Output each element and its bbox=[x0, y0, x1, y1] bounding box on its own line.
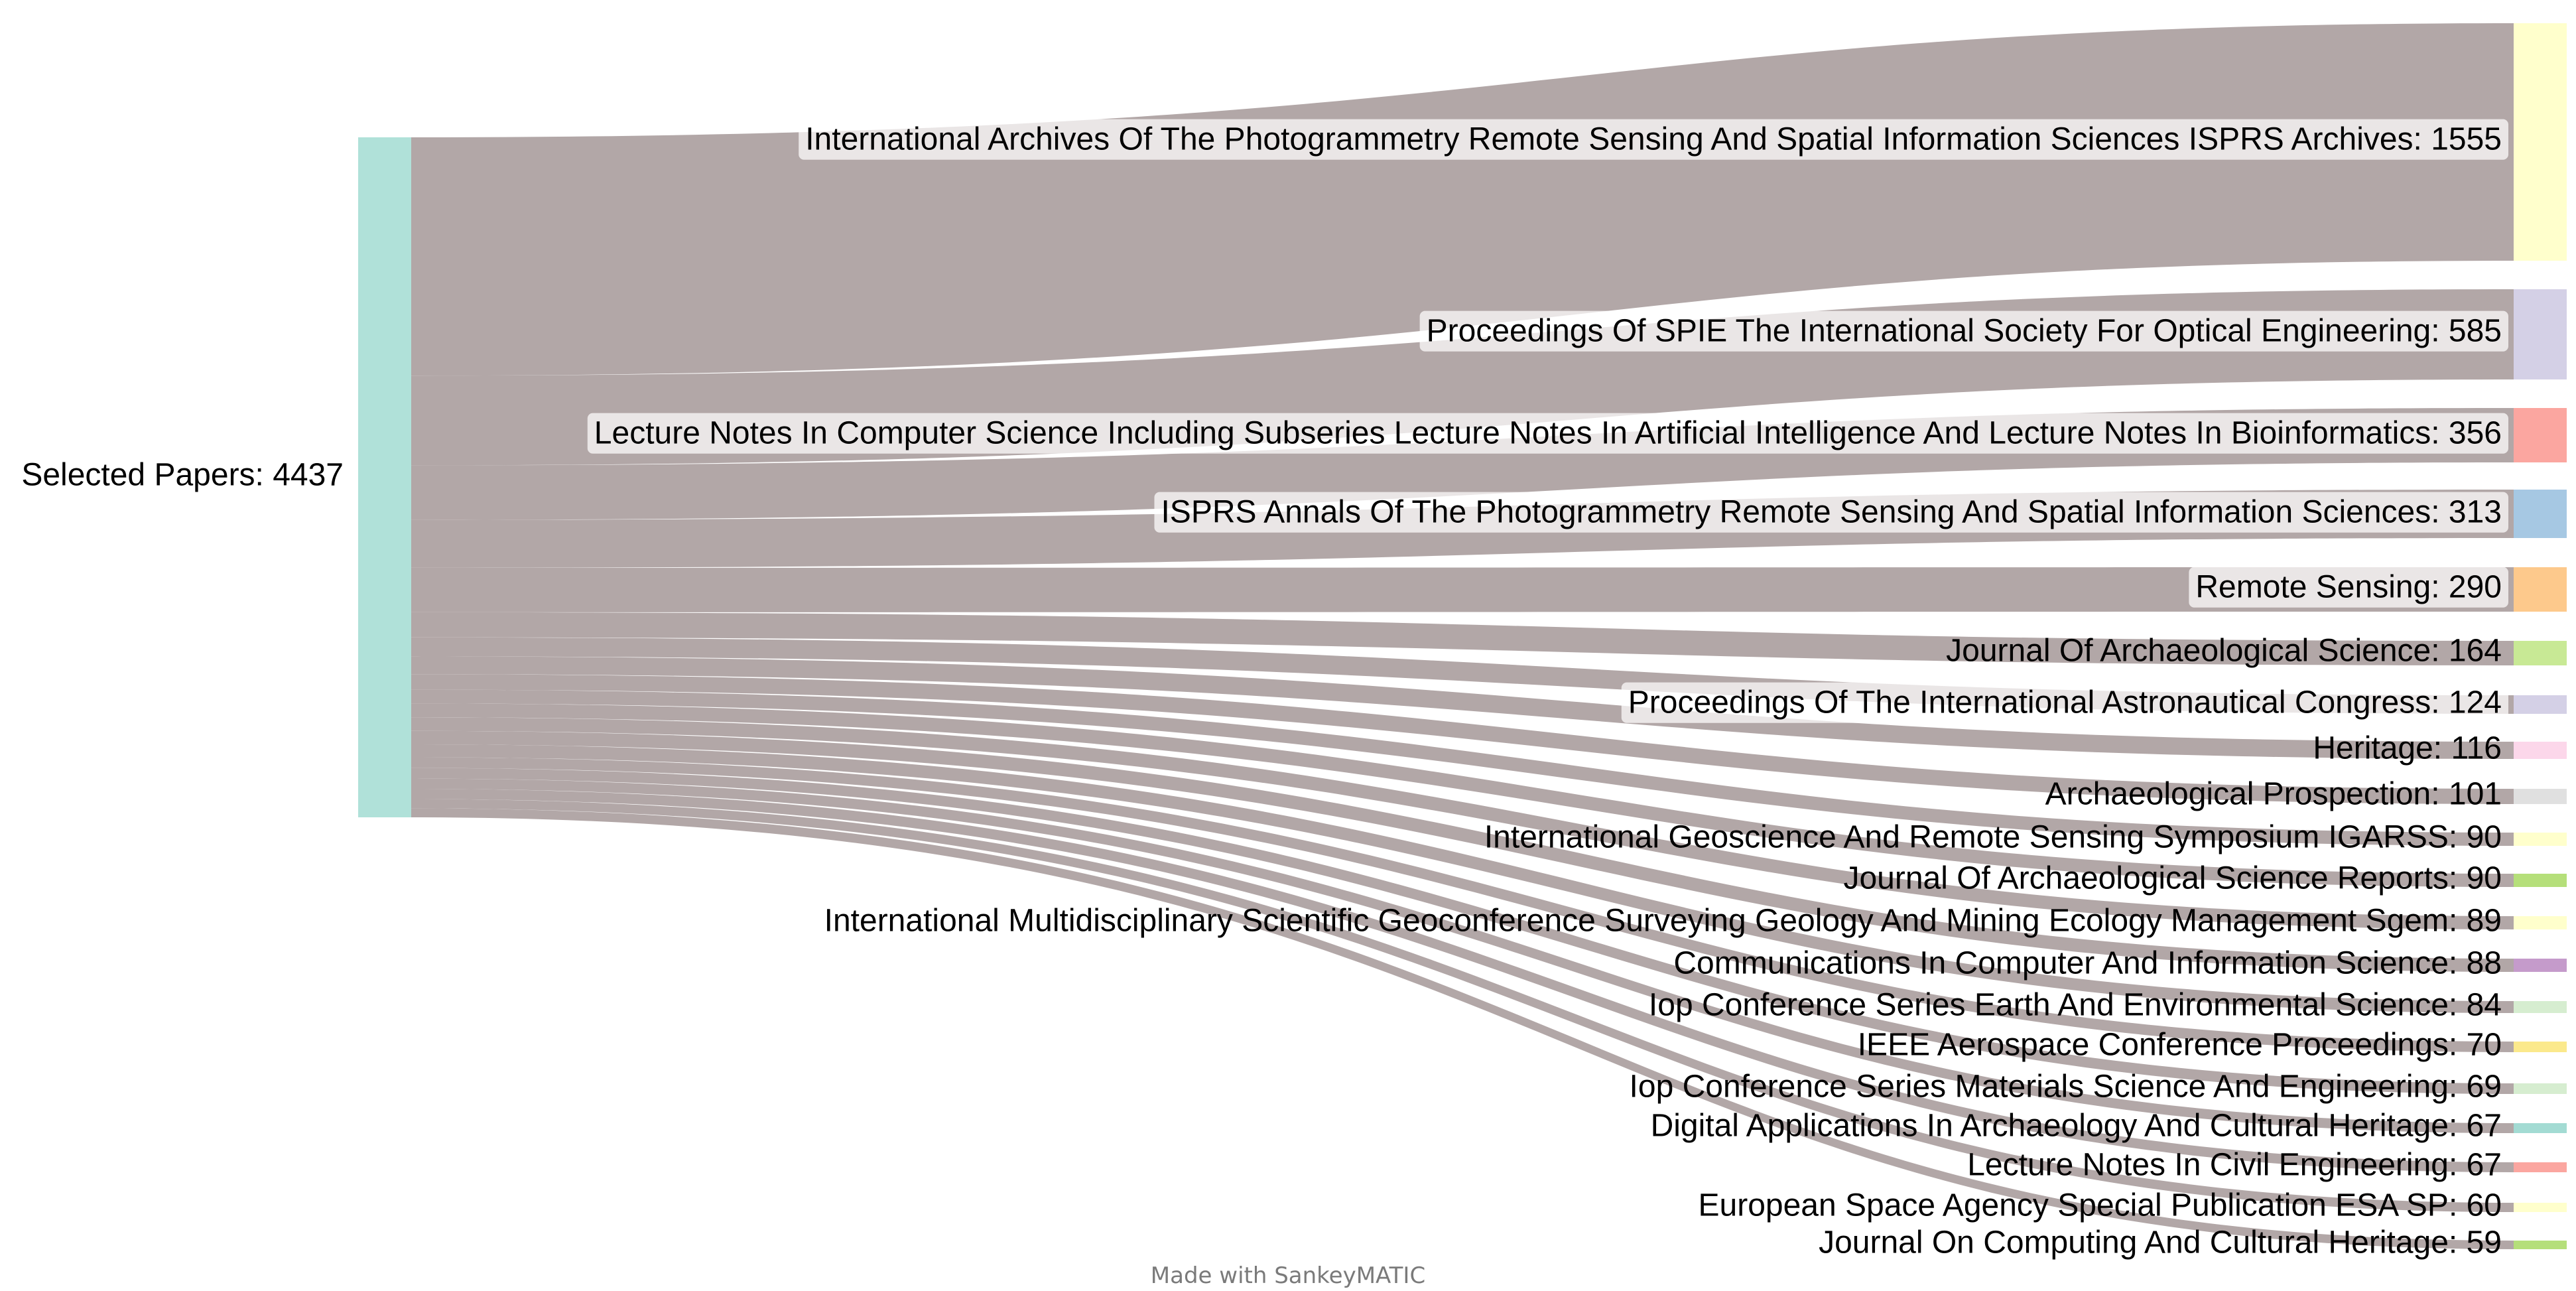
node-digital-applications-in-archaeology-and-cultural-heritage bbox=[2514, 1123, 2567, 1133]
target-label-international-archives-of-the-photogrammetry-remote-sensing-and-spatial-information-sciences-isprs-archives bbox=[799, 119, 2508, 160]
label-text: Digital Applications In Archaeology And Cultural Heritage: 67 bbox=[1650, 1108, 2502, 1144]
label-selected-papers: Selected Papers: 4437 bbox=[21, 457, 344, 493]
target-label-archaeological-prospection bbox=[2045, 777, 2502, 812]
target-label-proceedings-of-the-international-astronautical-congress bbox=[1622, 683, 2508, 723]
node-communications-in-computer-and-information-science bbox=[2514, 959, 2567, 972]
target-label-remote-sensing bbox=[2189, 567, 2508, 608]
node-international-geoscience-and-remote-sensing-symposium-igarss bbox=[2514, 833, 2567, 846]
label-text: Lecture Notes In Computer Science Including Subseries Lecture Notes In Artificial Intelligence And Lecture Notes In Bioinformatics: 356 bbox=[594, 415, 2502, 451]
node-heritage bbox=[2514, 742, 2567, 759]
node-lecture-notes-in-computer-science-including-subseries-lecture-notes-in-artificial-intelligence-and-lecture-notes-in-bioinformatics bbox=[2514, 408, 2567, 462]
target-label-international-multidisciplinary-scientific-geoconference-surveying-geology-and-mining-ecology-management-sgem bbox=[824, 904, 2502, 939]
label-text: Iop Conference Series Materials Science And Engineering: 69 bbox=[1629, 1069, 2502, 1105]
node-proceedings-of-the-international-astronautical-congress bbox=[2514, 695, 2567, 714]
target-label-journal-of-archaeological-science-reports bbox=[1843, 861, 2502, 896]
label-text: Journal On Computing And Cultural Heritage: 59 bbox=[1819, 1225, 2502, 1260]
node-ieee-aerospace-conference-proceedings bbox=[2514, 1042, 2567, 1052]
label-text: Archaeological Prospection: 101 bbox=[2045, 776, 2502, 812]
label-text: International Archives Of The Photogrammetry Remote Sensing And Spatial Information Sciences ISPRS Archives: 1555 bbox=[805, 121, 2502, 157]
node-journal-of-archaeological-science bbox=[2514, 641, 2567, 665]
node-remote-sensing bbox=[2514, 567, 2567, 612]
target-label-journal-of-archaeological-science bbox=[1946, 634, 2502, 669]
label-text: Proceedings Of The International Astronautical Congress: 124 bbox=[1628, 685, 2502, 720]
node-international-archives-of-the-photogrammetry-remote-sensing-and-spatial-information-sciences-isprs-archives bbox=[2514, 23, 2567, 261]
target-label-communications-in-computer-and-information-science bbox=[1673, 946, 2502, 981]
target-label-digital-applications-in-archaeology-and-cultural-heritage bbox=[1651, 1109, 2502, 1144]
label-text: Lecture Notes In Civil Engineering: 67 bbox=[1967, 1147, 2502, 1183]
label-text: Heritage: 116 bbox=[2313, 730, 2502, 766]
label-text: Proceedings Of SPIE The International Society For Optical Engineering: 585 bbox=[1426, 313, 2502, 349]
label-text: International Geoscience And Remote Sensing Symposium IGARSS: 90 bbox=[1484, 819, 2502, 855]
target-label-lecture-notes-in-civil-engineering bbox=[1967, 1148, 2502, 1183]
node-isprs-annals-of-the-photogrammetry-remote-sensing-and-spatial-information-sciences bbox=[2514, 490, 2567, 538]
sankeymatic-credit: Made with SankeyMATIC bbox=[1150, 1262, 1426, 1289]
target-label-proceedings-of-spie-the-international-society-for-optical-engineering bbox=[1420, 311, 2508, 352]
node-archaeological-prospection bbox=[2514, 789, 2567, 804]
target-label-iop-conference-series-earth-and-environmental-science bbox=[1649, 988, 2502, 1023]
node-proceedings-of-spie-the-international-society-for-optical-engineering bbox=[2514, 289, 2567, 379]
target-label-international-geoscience-and-remote-sensing-symposium-igarss bbox=[1484, 820, 2502, 855]
target-label-lecture-notes-in-computer-science-including-subseries-lecture-notes-in-artificial-intelligence-and-lecture-notes-in-bioinformatics bbox=[588, 413, 2508, 454]
node-iop-conference-series-materials-science-and-engineering bbox=[2514, 1083, 2567, 1094]
label-text: International Multidisciplinary Scientific Geoconference Surveying Geology And Mining Ecology Management Sgem: 89 bbox=[824, 903, 2502, 939]
label-text: IEEE Aerospace Conference Proceedings: 70 bbox=[1857, 1027, 2502, 1063]
node-journal-on-computing-and-cultural-heritage bbox=[2514, 1241, 2567, 1249]
target-label-heritage bbox=[2313, 731, 2502, 766]
target-label-iop-conference-series-materials-science-and-engineering bbox=[1630, 1069, 2502, 1105]
label-text: Iop Conference Series Earth And Environmental Science: 84 bbox=[1648, 987, 2502, 1023]
node-international-multidisciplinary-scientific-geoconference-surveying-geology-and-mining-ecology-management-sgem bbox=[2514, 916, 2567, 929]
label-text: ISPRS Annals Of The Photogrammetry Remote Sensing And Spatial Information Sciences: 313 bbox=[1161, 494, 2502, 530]
node-journal-of-archaeological-science-reports bbox=[2514, 874, 2567, 887]
node-iop-conference-series-earth-and-environmental-science bbox=[2514, 1001, 2567, 1013]
label-text: Journal Of Archaeological Science: 164 bbox=[1946, 633, 2502, 669]
node-lecture-notes-in-civil-engineering bbox=[2514, 1162, 2567, 1172]
target-label-european-space-agency-special-publication-esa-sp bbox=[1699, 1188, 2502, 1223]
label-text: Remote Sensing: 290 bbox=[2195, 569, 2502, 605]
target-label-journal-on-computing-and-cultural-heritage bbox=[1819, 1225, 2502, 1260]
label-text: Journal Of Archaeological Science Reports: 90 bbox=[1843, 860, 2502, 896]
target-label-ieee-aerospace-conference-proceedings bbox=[1858, 1028, 2502, 1063]
label-text: European Space Agency Special Publication ESA SP: 60 bbox=[1698, 1188, 2502, 1223]
node-selected-papers bbox=[358, 137, 411, 817]
node-european-space-agency-special-publication-esa-sp bbox=[2514, 1203, 2567, 1212]
label-text: Communications In Computer And Information Science: 88 bbox=[1673, 945, 2502, 981]
target-label-isprs-annals-of-the-photogrammetry-remote-sensing-and-spatial-information-sciences bbox=[1154, 492, 2508, 533]
